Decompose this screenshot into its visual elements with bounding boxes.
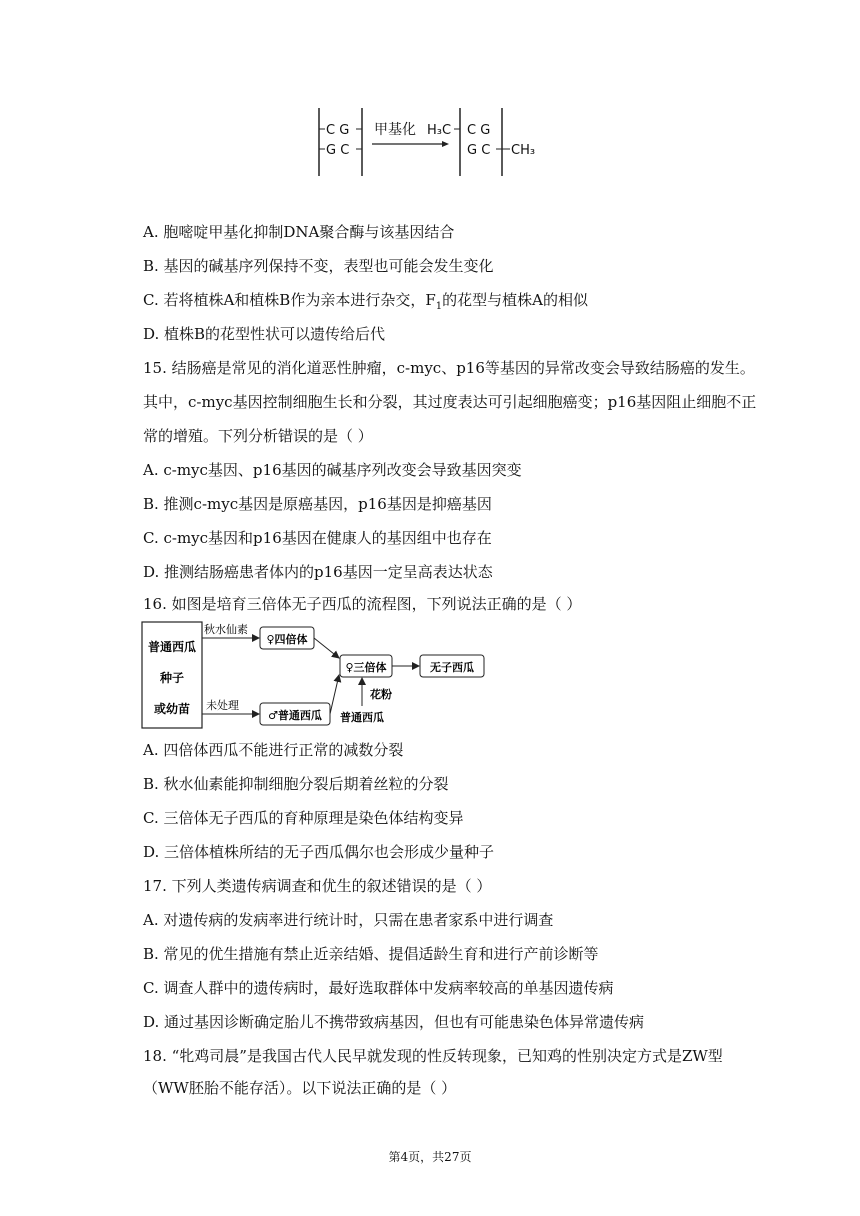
q14-option-c-head: C. 若将植株A和植株B作为亲本进行杂交，F [143, 291, 436, 309]
page-footer: 第4页，共27页 [388, 1150, 472, 1164]
tetraploid-label: ♀四倍体 [266, 633, 308, 646]
watermelon-flowchart [140, 620, 520, 732]
q18-stem-line-1: 18. “牝鸡司晨”是我国古代人民早就发现的性反转现象，已知鸡的性别决定方式是ZW型 [143, 1047, 723, 1065]
q16-option-c: C. 三倍体无子西瓜的育种原理是染色体结构变异 [143, 809, 464, 827]
seed-box-line-1: 普通西瓜 [147, 640, 197, 654]
arrow-label: 甲基化 [374, 122, 416, 138]
untreated-label: 未处理 [206, 699, 239, 712]
q15-stem-line-1: 15. 结肠癌是常见的消化道恶性肿瘤，c-myc、p16等基因的异常改变会导致结肠癌的发生。 [143, 359, 755, 377]
q16-option-d: D. 三倍体植株所结的无子西瓜偶尔也会形成少量种子 [143, 843, 495, 861]
q14-option-c-sub: 1 [435, 301, 443, 312]
right-bottom-pair: G C [467, 143, 491, 158]
triploid-label: ♀三倍体 [345, 661, 387, 674]
methylation-figure [310, 104, 560, 180]
q15-stem-line-3: 常的增殖。下列分析错误的是（ ） [143, 427, 373, 445]
right-prefix: H₃C [427, 123, 452, 138]
normal-melon-label: 普通西瓜 [340, 711, 384, 724]
right-suffix: CH₃ [511, 143, 536, 158]
q15-option-d: D. 推测结肠癌患者体内的p16基因一定呈高表达状态 [143, 563, 493, 581]
seed-box-line-2: 种子 [159, 671, 185, 685]
q15-option-c: C. c-myc基因和p16基因在健康人的基因组中也存在 [143, 529, 492, 547]
q17-option-b: B. 常见的优生措施有禁止近亲结婚、提倡适龄生育和进行产前诊断等 [143, 945, 599, 963]
colchicine-label: 秋水仙素 [204, 623, 248, 636]
right-top-pair: C G [467, 123, 491, 138]
q17-option-c: C. 调查人群中的遗传病时，最好选取群体中发病率较高的单基因遗传病 [143, 979, 614, 997]
seed-box-line-3: 或幼苗 [153, 702, 191, 716]
q16-stem: 16. 如图是培育三倍体无子西瓜的流程图，下列说法正确的是（ ） [143, 595, 582, 613]
q14-option-a: A. 胞嘧啶甲基化抑制DNA聚合酶与该基因结合 [143, 223, 455, 241]
q14-option-d: D. 植株B的花型性状可以遗传给后代 [143, 325, 386, 343]
q17-option-d: D. 通过基因诊断确定胎儿不携带致病基因，但也有可能患染色体异常遗传病 [143, 1013, 645, 1031]
q15-stem-line-2: 其中，c-myc基因控制细胞生长和分裂，其过度表达可引起细胞癌变；p16基因阻止细胞不正 [143, 393, 757, 411]
q17-stem: 17. 下列人类遗传病调查和优生的叙述错误的是（ ） [143, 877, 492, 895]
q15-option-a: A. c-myc基因、p16基因的碱基序列改变会导致基因突变 [143, 461, 522, 479]
left-top-pair: C G [326, 123, 350, 138]
normal-male-label: ♂普通西瓜 [268, 709, 322, 722]
q16-option-b: B. 秋水仙素能抑制细胞分裂后期着丝粒的分裂 [143, 775, 449, 793]
seedless-label: 无子西瓜 [430, 661, 474, 674]
q14-option-b: B. 基因的碱基序列保持不变，表型也可能会发生变化 [143, 257, 494, 275]
left-bottom-pair: G C [326, 143, 350, 158]
q14-option-c-tail: 的花型与植株A的相似 [442, 291, 588, 309]
q15-option-b: B. 推测c-myc基因是原癌基因，p16基因是抑癌基因 [143, 495, 492, 513]
pollen-label: 花粉 [370, 688, 392, 701]
q16-option-a: A. 四倍体西瓜不能进行正常的减数分裂 [143, 741, 404, 759]
q14-option-c [143, 290, 588, 317]
q17-option-a: A. 对遗传病的发病率进行统计时，只需在患者家系中进行调查 [143, 911, 554, 929]
q18-stem-line-2: （WW胚胎不能存活）。以下说法正确的是（ ） [143, 1079, 457, 1097]
